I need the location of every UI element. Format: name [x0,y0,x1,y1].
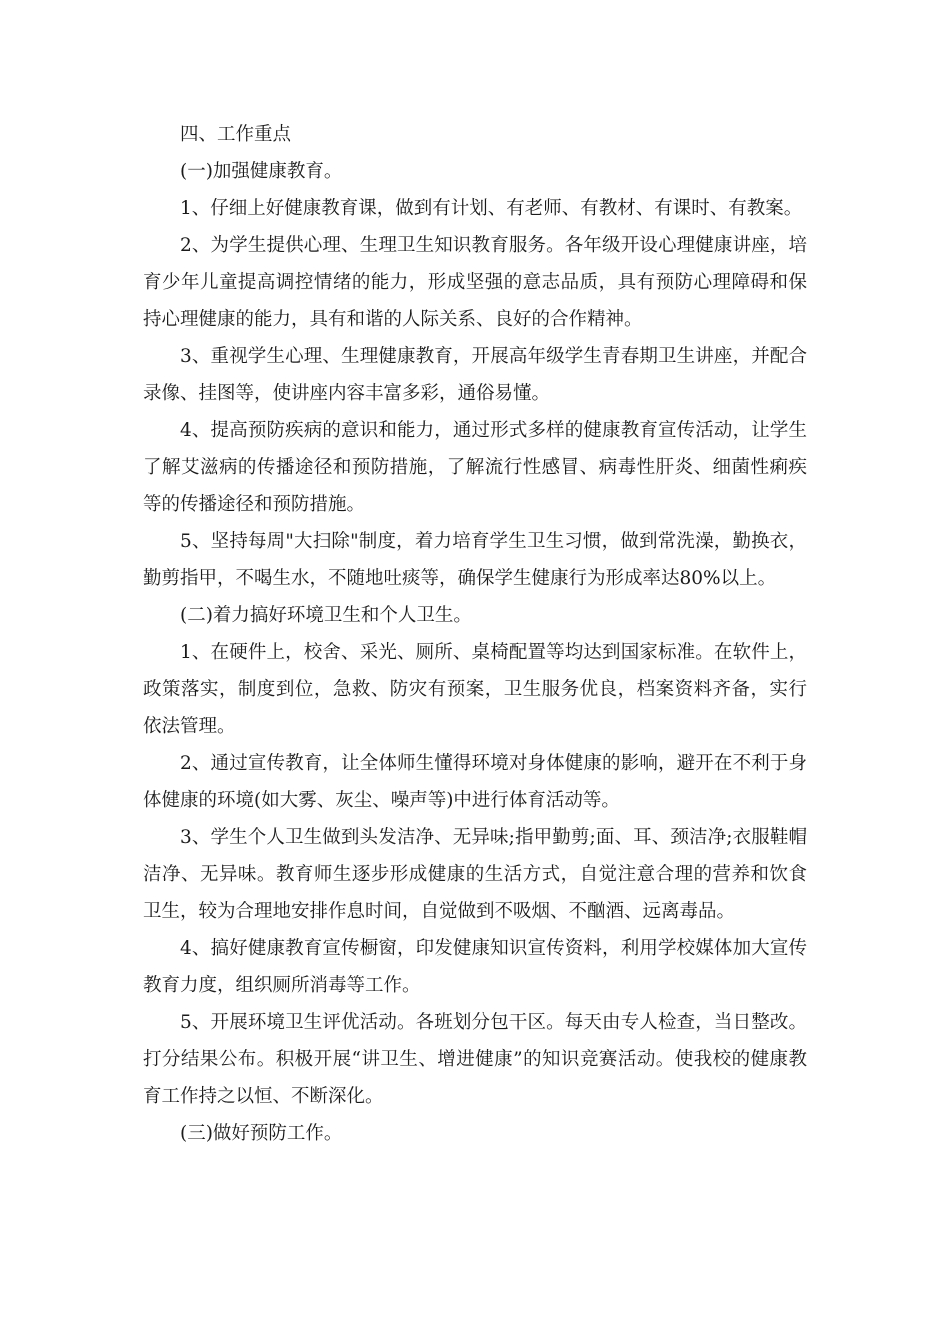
paragraph: 2、通过宣传教育，让全体师生懂得环境对身体健康的影响，避开在不利于身体健康的环境(如大雾、灰尘、噪声等)中进行体育活动等。 [143,753,807,811]
section-heading: 四、工作重点 [180,124,292,145]
paragraph: 1、在硬件上，校舍、采光、厕所、桌椅配置等均达到国家标准。在软件上，政策落实，制度到位，急救、防灾有预案，卫生服务优良，档案资料齐备，实行依法管理。 [143,642,807,737]
paragraph: 4、搞好健康教育宣传橱窗，印发健康知识宣传资料，利用学校媒体加大宣传教育力度，组织厕所消毒等工作。 [143,938,807,996]
paragraph: 3、学生个人卫生做到头发洁净、无异味;指甲勤剪;面、耳、颈洁净;衣服鞋帽洁净、无异味。教育师生逐步形成健康的生活方式，自觉注意合理的营养和饮食卫生，较为合理地安排作息时间，自觉做到不吸烟、不酗酒、远离毒品。 [143,827,807,922]
paragraph: 2、为学生提供心理、生理卫生知识教育服务。各年级开设心理健康讲座，培育少年儿童提高调控情绪的能力，形成坚强的意志品质，具有预防心理障碍和保持心理健康的能力，具有和谐的人际关系、良好的合作精神。 [143,235,807,330]
subsection-heading: (一)加强健康教育。 [180,161,343,182]
paragraph: 1、仔细上好健康教育课，做到有计划、有老师、有教材、有课时、有教案。 [180,198,803,219]
subsection-heading: (二)着力搞好环境卫生和个人卫生。 [180,605,472,626]
paragraph: 5、坚持每周"大扫除"制度，着力培育学生卫生习惯，做到常洗澡，勤换衣，勤剪指甲，不喝生水，不随地吐痰等，确保学生健康行为形成率达80%以上。 [143,531,807,589]
subsection-heading: (三)做好预防工作。 [180,1123,343,1144]
paragraph: 5、开展环境卫生评优活动。各班划分包干区。每天由专人检查，当日整改。打分结果公布。积极开展“讲卫生、增进健康”的知识竞赛活动。使我校的健康教育工作持之以恒、不断深化。 [143,1012,807,1107]
paragraph: 4、提高预防疾病的意识和能力，通过形式多样的健康教育宣传活动，让学生了解艾滋病的传播途径和预防措施，了解流行性感冒、病毒性肝炎、细菌性痢疾等的传播途径和预防措施。 [143,420,807,515]
paragraph: 3、重视学生心理、生理健康教育，开展高年级学生青春期卫生讲座，并配合录像、挂图等，使讲座内容丰富多彩，通俗易懂。 [143,346,807,404]
document-body [143,116,807,1152]
